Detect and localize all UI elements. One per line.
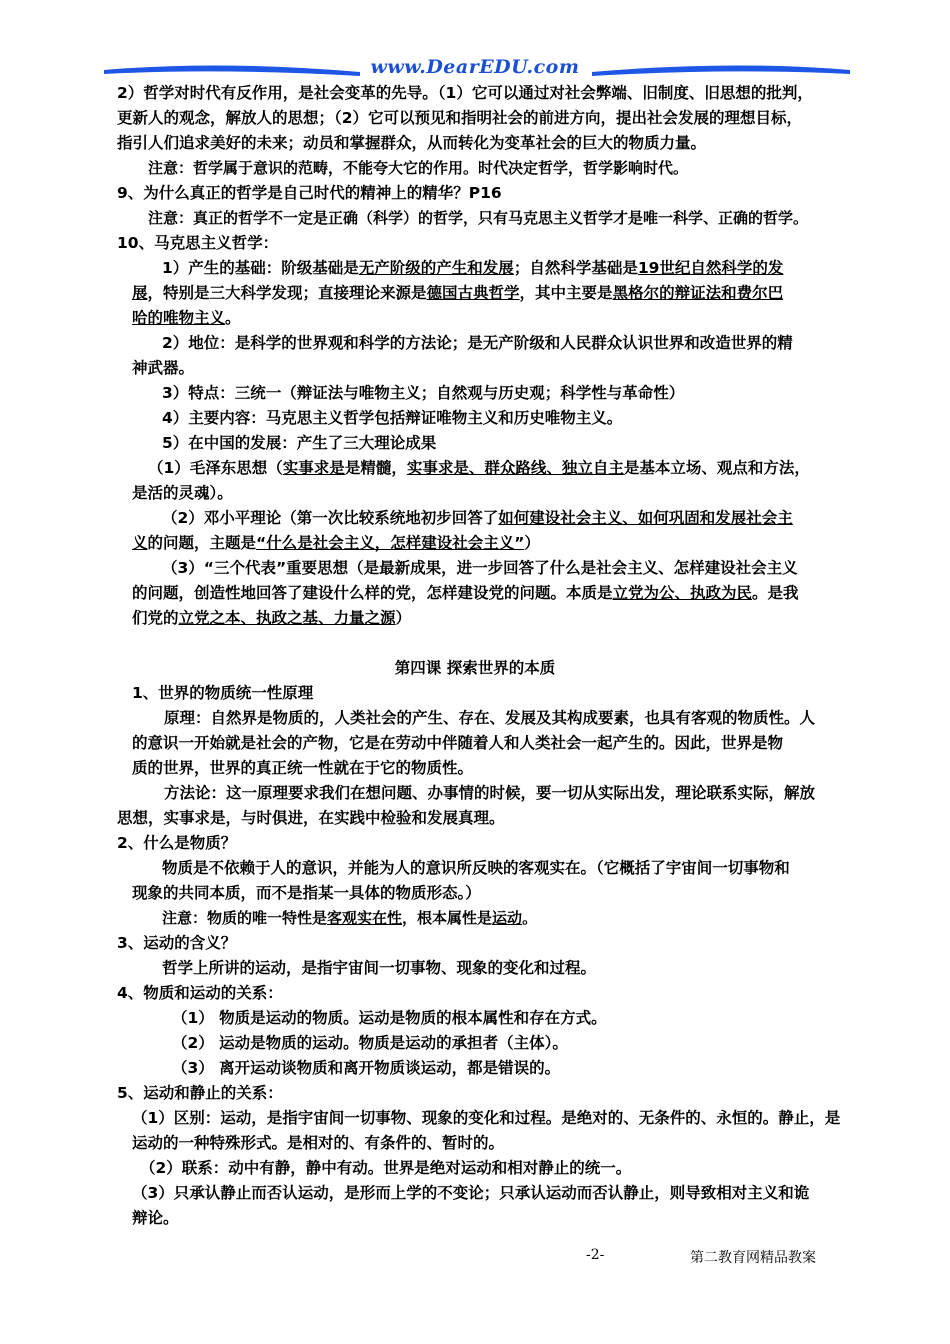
text-line <box>148 457 810 479</box>
text-segment: 是精髓， <box>344 459 407 477</box>
text-segment: 质的世界，世界的真正统一性就在于它的物质性。 <box>132 759 474 777</box>
text-segment: 。 <box>522 909 538 927</box>
text-segment: 1）产生的基础：阶级基础是 <box>162 259 359 277</box>
text-segment: （2）邓小平理论（第一次比较系统地初步回答了 <box>162 509 499 527</box>
text-line <box>117 1082 283 1104</box>
text-segment: 注意：哲学属于意识的范畴，不能夸大它的作用。时代决定哲学，哲学影响时代。 <box>148 159 689 177</box>
text-segment: 3、运动的含义？ <box>117 934 237 952</box>
text-segment: 2）地位：是科学的世界观和科学的方法论；是无产阶级和人民群众认识世界和改造世界的精 <box>162 334 793 352</box>
text-line <box>132 582 799 604</box>
text-line <box>132 1182 809 1204</box>
text-line <box>132 482 233 504</box>
text-line <box>132 732 783 754</box>
text-segment: （1）毛泽东思想（ <box>148 459 283 477</box>
text-line <box>132 1107 840 1129</box>
text-segment: 思想，实事求是，与时俱进，在实践中检验和发展真理。 <box>117 809 505 827</box>
text-segment: 1、世界的物质统一性原理 <box>132 684 314 702</box>
footer-site-name: 第二教育网精品教案 <box>690 1250 816 1266</box>
text-segment: 2、什么是物质？ <box>117 834 237 852</box>
underlined-text: 立党之本、执政之基、力量之源 <box>178 609 396 627</box>
text-segment: 9、为什么真正的哲学是自己时代的精神上的精华？P16 <box>117 184 502 202</box>
text-line <box>162 432 436 454</box>
text-line <box>117 232 278 254</box>
underlined-text: 黑格尔的辩证法和费尔巴 <box>612 284 784 302</box>
text-segment: 。 <box>225 309 241 327</box>
text-segment: 第四课 探索世界的本质 <box>394 659 556 677</box>
text-segment: （3）只承认静止而否认运动，是形而上学的不变论；只承认运动而否认静止，则导致相对主义和诡 <box>132 1184 810 1202</box>
underlined-text: 实事求是 <box>282 459 345 477</box>
text-line <box>172 1007 607 1029</box>
text-line <box>117 982 283 1004</box>
text-line <box>162 332 793 354</box>
text-line <box>0 657 950 679</box>
text-segment: 原理：自然界是物质的，人类社会的产生、存在、发展及其构成要素，也具有客观的物质性。人 <box>164 709 816 727</box>
text-line <box>148 207 808 229</box>
text-line <box>132 607 411 629</box>
text-line <box>164 782 815 804</box>
underlined-text: 德国古典哲学 <box>426 284 520 302</box>
underlined-text: 19世纪自然科学的发 <box>637 259 784 277</box>
text-line <box>172 1057 560 1079</box>
text-segment: ） <box>524 534 540 552</box>
text-line <box>117 807 505 829</box>
text-segment: 更新人的观念，解放人的思想；（2）它可以预见和指明社会的前进方向，提出社会发展的理想目标， <box>117 109 803 127</box>
text-segment: （2）联系：动中有静，静中有动。世界是绝对运动和相对静止的统一。 <box>140 1159 632 1177</box>
text-line <box>148 157 688 179</box>
underlined-text: 运动 <box>492 909 523 927</box>
text-segment: 的问题，创造性地回答了建设什么样的党，怎样建设党的问题。本质是 <box>132 584 613 602</box>
text-segment: ） <box>395 609 412 627</box>
text-line <box>132 532 540 554</box>
text-line <box>162 507 793 529</box>
text-line <box>162 957 596 979</box>
text-segment: 运动的一种特殊形式。是相对的、有条件的、暂时的。 <box>132 1134 505 1152</box>
site-brand-logo: www.DearEDU.com <box>370 56 580 78</box>
text-segment: ；自然科学基础是 <box>513 259 638 277</box>
underlined-text: 无产阶级的产生和发展 <box>358 259 514 277</box>
text-segment: 的问题，主题是 <box>147 534 257 552</box>
text-line <box>172 1032 568 1054</box>
text-line <box>117 132 706 154</box>
text-line <box>162 907 537 929</box>
text-line <box>132 1132 504 1154</box>
underlined-text: 实事求是、群众路线、独立自主 <box>406 459 624 477</box>
text-segment: ，特别是三大科学发现；直接理论来源是 <box>147 284 427 302</box>
text-segment: 方法论：这一原理要求我们在想问题、办事情的时候，要一切从实际出发，理论联系实际，解放 <box>164 784 816 802</box>
text-line <box>132 307 241 329</box>
text-segment: 5）在中国的发展：产生了三大理论成果 <box>162 434 437 452</box>
text-segment: 3）特点：三统一（辩证法与唯物主义；自然观与历史观；科学性与革命性） <box>162 384 685 402</box>
text-line <box>162 557 798 579</box>
text-segment: 辩论。 <box>132 1209 179 1227</box>
text-line <box>162 407 622 429</box>
text-line <box>117 182 502 204</box>
text-line <box>132 282 783 304</box>
page-number: -2- <box>586 1247 605 1263</box>
underlined-text: 展 <box>132 284 148 302</box>
underlined-text: 客观实在性 <box>327 909 403 927</box>
text-segment: ，其中主要是 <box>519 284 613 302</box>
underlined-text: 立党为公、执政为民 <box>612 584 753 602</box>
text-segment: 们党的 <box>132 609 179 627</box>
text-segment: （3）“三个代表”重要思想（是最新成果，进一步回答了什么是社会主义、怎样建设社会主义 <box>162 559 798 577</box>
text-segment: （1） 物质是运动的物质。运动是物质的根本属性和存在方式。 <box>172 1009 607 1027</box>
text-line <box>132 757 473 779</box>
text-segment: 现象的共同本质，而不是指某一具体的物质形态。） <box>132 884 481 902</box>
text-line <box>162 857 790 879</box>
text-line <box>132 882 481 904</box>
text-line <box>164 707 815 729</box>
text-line <box>132 682 313 704</box>
text-segment: 2）哲学对时代有反作用，是社会变革的先导。（1）它可以通过对社会弊端、旧制度、旧思想的批判， <box>117 84 813 102</box>
text-segment: （3） 离开运动谈物质和离开物质谈运动，都是错误的。 <box>172 1059 561 1077</box>
text-line <box>140 1157 631 1179</box>
text-segment: 神武器。 <box>132 359 195 377</box>
text-line <box>162 257 783 279</box>
underlined-text: 如何建设社会主义、如何巩固和发展社会主 <box>498 509 793 527</box>
text-segment: ，根本属性是 <box>402 909 493 927</box>
text-segment: 是活的灵魂）。 <box>132 484 233 502</box>
text-segment: 哲学上所讲的运动，是指宇宙间一切事物、现象的变化和过程。 <box>162 959 597 977</box>
text-line <box>132 1207 179 1229</box>
text-segment: 物质是不依赖于人的意识，并能为人的意识所反映的客观实在。（它概括了宇宙间一切事物和 <box>162 859 790 877</box>
text-segment: （1）区别：运动，是指宇宙间一切事物、现象的变化和过程。是绝对的、无条件的、永恒的。静止，是 <box>132 1109 841 1127</box>
text-line <box>117 107 802 129</box>
text-segment: 注意：物质的唯一特性是 <box>162 909 328 927</box>
underlined-text: 义 <box>132 534 148 552</box>
text-segment: 4、物质和运动的关系： <box>117 984 283 1002</box>
text-segment: （2） 运动是物质的运动。物质是运动的承担者（主体）。 <box>172 1034 568 1052</box>
text-segment: 的意识一开始就是社会的产物，它是在劳动中伴随着人和人类社会一起产生的。因此，世界是物 <box>132 734 784 752</box>
text-segment: 是基本立场、观点和方法， <box>623 459 810 477</box>
text-segment: 10、马克思主义哲学： <box>117 234 279 252</box>
text-line <box>117 932 236 954</box>
text-line <box>132 357 194 379</box>
text-line <box>117 82 813 104</box>
text-line <box>162 382 684 404</box>
text-line <box>117 832 236 854</box>
text-segment: 注意：真正的哲学不一定是正确（科学）的哲学，只有马克思主义哲学才是唯一科学、正确的哲学。 <box>148 209 809 227</box>
underlined-text: “什么是社会主义，怎样建设社会主义” <box>256 534 525 552</box>
underlined-text: 哈的唯物主义 <box>132 309 226 327</box>
text-segment: 4）主要内容：马克思主义哲学包括辩证唯物主义和历史唯物主义。 <box>162 409 623 427</box>
text-segment: 。是我 <box>752 584 799 602</box>
text-segment: 指引人们追求美好的未来；动员和掌握群众，从而转化为变革社会的巨大的物质力量。 <box>117 134 707 152</box>
text-segment: 5、运动和静止的关系： <box>117 1084 283 1102</box>
